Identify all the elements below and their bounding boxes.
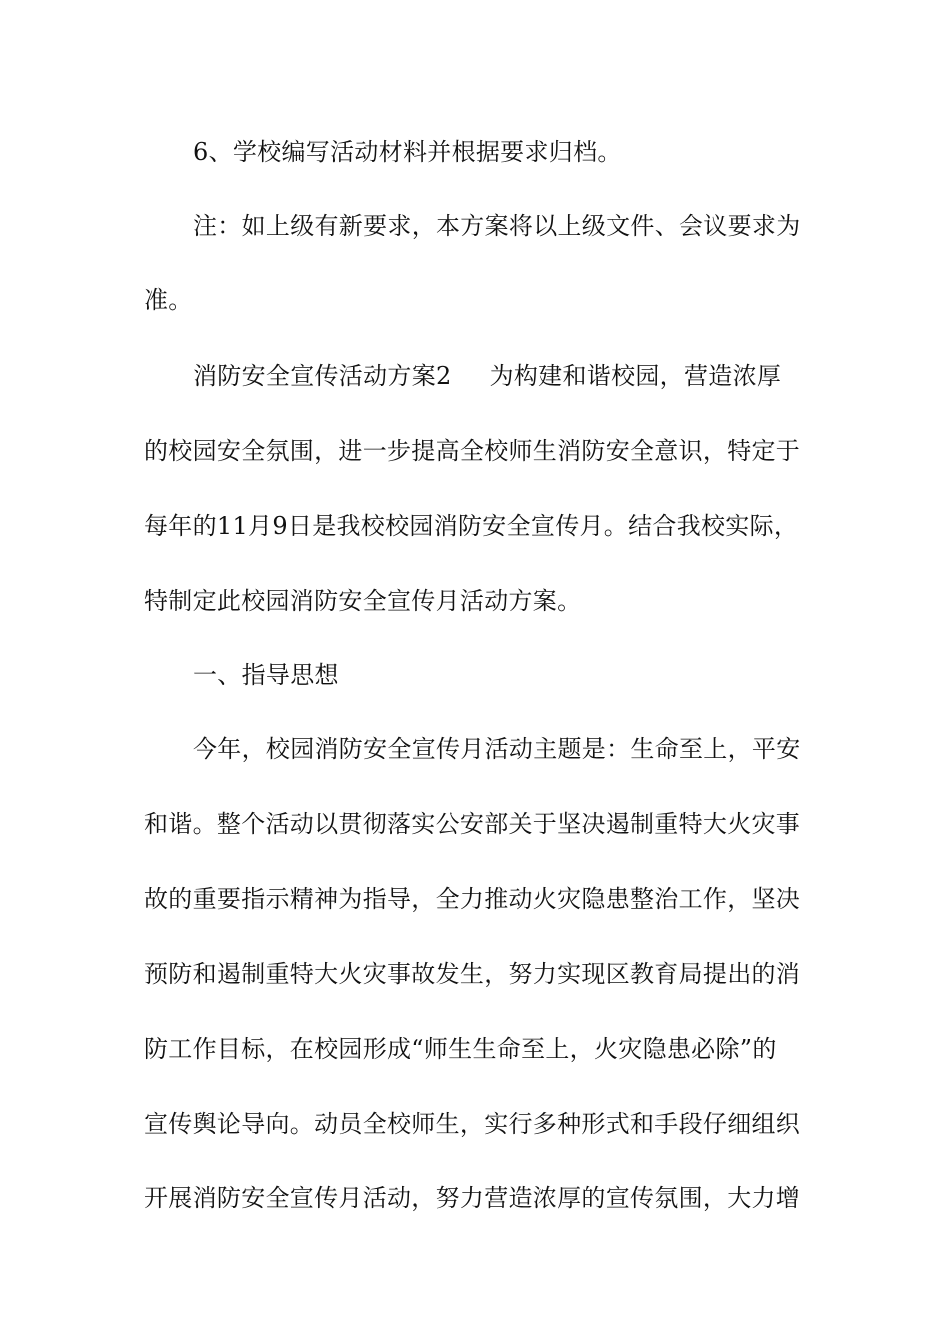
text-line: 预防和遏制重特大火灾事故发生，努力实现区教育局提出的消 bbox=[144, 960, 801, 988]
text-line: 防工作目标，在校园形成“师生生命至上，火灾隐患必除”的 bbox=[144, 1035, 777, 1063]
text-line: 注：如上级有新要求，本方案将以上级文件、会议要求为 bbox=[193, 212, 801, 240]
text-line: 的校园安全氛围，进一步提高全校师生消防安全意识，特定于 bbox=[144, 437, 801, 465]
text-line: 每年的11月9日是我校校园消防安全宣传月。结合我校实际， bbox=[144, 512, 799, 540]
text-line: 宣传舆论导向。动员全校师生，实行多种形式和手段仔细组织 bbox=[144, 1110, 801, 1138]
text-line: 故的重要指示精神为指导，全力推动火灾隐患整治工作，坚决 bbox=[144, 885, 801, 913]
text-line: 开展消防安全宣传月活动，努力营造浓厚的宣传氛围，大力增 bbox=[144, 1184, 801, 1212]
text-line bbox=[193, 360, 781, 392]
text-line: 特制定此校园消防安全宣传月活动方案。 bbox=[144, 587, 582, 615]
text-line: 准。 bbox=[144, 286, 193, 314]
text-fragment: 为构建和谐校园，营造浓厚 bbox=[489, 362, 782, 390]
section-heading: 一、指导思想 bbox=[193, 661, 339, 689]
text-line: 今年，校园消防安全宣传月活动主题是：生命至上，平安 bbox=[193, 735, 801, 763]
section-title: 消防安全宣传活动方案2 bbox=[193, 362, 452, 390]
text-line: 6、学校编写活动材料并根据要求归档。 bbox=[193, 138, 622, 166]
text-line: 和谐。整个活动以贯彻落实公安部关于坚决遏制重特大火灾事 bbox=[144, 810, 801, 838]
